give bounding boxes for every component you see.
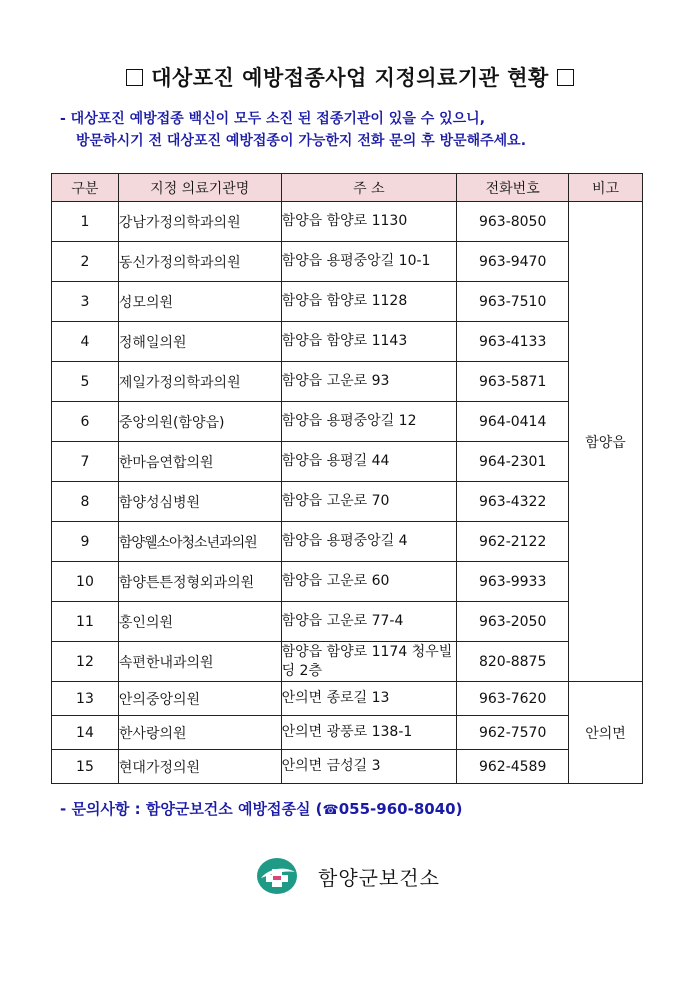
logo-cross-accent	[273, 876, 281, 880]
header-no: 구분	[52, 174, 119, 202]
clinic-address: 함양읍 고운로 93	[281, 362, 457, 402]
row-no: 11	[52, 602, 119, 642]
health-center-logo-icon	[255, 856, 299, 896]
table-row	[52, 716, 643, 750]
clinic-name: 현대가정의원	[118, 750, 281, 784]
table-header-row	[52, 174, 643, 202]
row-no: 4	[52, 322, 119, 362]
clinic-phone: 962-2122	[457, 522, 569, 562]
clinic-address: 함양읍 함양로 1128	[281, 282, 457, 322]
clinic-address: 함양읍 고운로 60	[281, 562, 457, 602]
row-no: 1	[52, 202, 119, 242]
row-no: 13	[52, 682, 119, 716]
clinic-phone: 963-7620	[457, 682, 569, 716]
clinic-address: 안의면 금성길 3	[281, 750, 457, 784]
contact-suffix: )	[455, 800, 463, 818]
contact-phone: 055-960-8040	[338, 800, 456, 818]
table-row	[52, 362, 643, 402]
clinic-address: 안의면 종로길 13	[281, 682, 457, 716]
clinic-table	[51, 173, 643, 784]
clinic-name: 성모의원	[118, 282, 281, 322]
note-anui: 안의면	[569, 682, 643, 784]
page-title-text: 대상포진 예방접종사업 지정의료기관 현황	[151, 66, 549, 90]
clinic-address: 함양읍 고운로 70	[281, 482, 457, 522]
header-phone: 전화번호	[457, 174, 569, 202]
clinic-address: 함양읍 고운로 77-4	[281, 602, 457, 642]
clinic-name: 홍인의원	[118, 602, 281, 642]
clinic-phone: 963-4322	[457, 482, 569, 522]
clinic-phone: 963-9933	[457, 562, 569, 602]
table-row	[52, 202, 643, 242]
row-no: 6	[52, 402, 119, 442]
health-center-name: 함양군보건소	[318, 866, 440, 890]
checkbox-symbol-right	[557, 69, 574, 86]
clinic-address: 함양읍 용평길 44	[281, 442, 457, 482]
table-row	[52, 322, 643, 362]
clinic-name: 한마음연합의원	[118, 442, 281, 482]
checkbox-symbol-left	[126, 69, 143, 86]
clinic-name: 함양튼튼정형외과의원	[118, 562, 281, 602]
clinic-address: 함양읍 용평중앙길 4	[281, 522, 457, 562]
row-no: 15	[52, 750, 119, 784]
row-no: 10	[52, 562, 119, 602]
clinic-phone: 964-2301	[457, 442, 569, 482]
row-no: 8	[52, 482, 119, 522]
header-name: 지정 의료기관명	[118, 174, 281, 202]
clinic-phone: 962-7570	[457, 716, 569, 750]
header-note: 비고	[569, 174, 643, 202]
clinic-name: 한사랑의원	[118, 716, 281, 750]
clinic-address: 함양읍 용평중앙길 10-1	[281, 242, 457, 282]
clinic-name: 동신가정의학과의원	[118, 242, 281, 282]
clinic-address: 함양읍 용평중앙길 12	[281, 402, 457, 442]
notice-line-2: 방문하시기 전 대상포진 예방접종이 가능한지 전화 문의 후 방문해주세요.	[76, 133, 527, 149]
clinic-phone: 963-7510	[457, 282, 569, 322]
header-address: 주 소	[281, 174, 457, 202]
notice-line-1: - 대상포진 예방접종 백신이 모두 소진 된 접종기관이 있을 수 있으니,	[60, 111, 486, 127]
clinic-name: 강남가정의학과의원	[118, 202, 281, 242]
clinic-address: 함양읍 함양로 1174 청우빌딩 2층	[281, 642, 457, 682]
clinic-name: 제일가정의학과의원	[118, 362, 281, 402]
note-hamyang: 함양읍	[569, 202, 643, 682]
clinic-phone: 964-0414	[457, 402, 569, 442]
notice	[60, 108, 660, 152]
clinic-name: 속편한내과의원	[118, 642, 281, 682]
table-row	[52, 242, 643, 282]
row-no: 3	[52, 282, 119, 322]
table-row	[52, 482, 643, 522]
table-row	[52, 682, 643, 716]
table-row	[52, 602, 643, 642]
table-row	[52, 750, 643, 784]
table-row	[52, 402, 643, 442]
clinic-name: 함양웰소아청소년과의원	[118, 522, 281, 562]
clinic-name: 정해일의원	[118, 322, 281, 362]
clinic-address: 안의면 광풍로 138-1	[281, 716, 457, 750]
clinic-name: 중앙의원(함양읍)	[118, 402, 281, 442]
clinic-phone: 963-8050	[457, 202, 569, 242]
clinic-phone: 963-2050	[457, 602, 569, 642]
contact-info	[60, 798, 462, 819]
clinic-phone: 820-8875	[457, 642, 569, 682]
clinic-address: 함양읍 함양로 1143	[281, 322, 457, 362]
clinic-name: 함양성심병원	[118, 482, 281, 522]
table-row	[52, 522, 643, 562]
clinic-name: 안의중앙의원	[118, 682, 281, 716]
clinic-phone: 963-9470	[457, 242, 569, 282]
row-no: 2	[52, 242, 119, 282]
row-no: 12	[52, 642, 119, 682]
row-no: 5	[52, 362, 119, 402]
table-row	[52, 442, 643, 482]
clinic-phone: 962-4589	[457, 750, 569, 784]
clinic-phone: 963-4133	[457, 322, 569, 362]
table-row	[52, 562, 643, 602]
row-no: 7	[52, 442, 119, 482]
clinic-phone: 963-5871	[457, 362, 569, 402]
telephone-icon: ☎	[322, 803, 339, 818]
contact-prefix: - 문의사항 : 함양군보건소 예방접종실 (	[60, 800, 323, 818]
clinic-address: 함양읍 함양로 1130	[281, 202, 457, 242]
table-row	[52, 282, 643, 322]
page-title	[0, 62, 700, 92]
table-row	[52, 642, 643, 682]
row-no: 9	[52, 522, 119, 562]
row-no: 14	[52, 716, 119, 750]
